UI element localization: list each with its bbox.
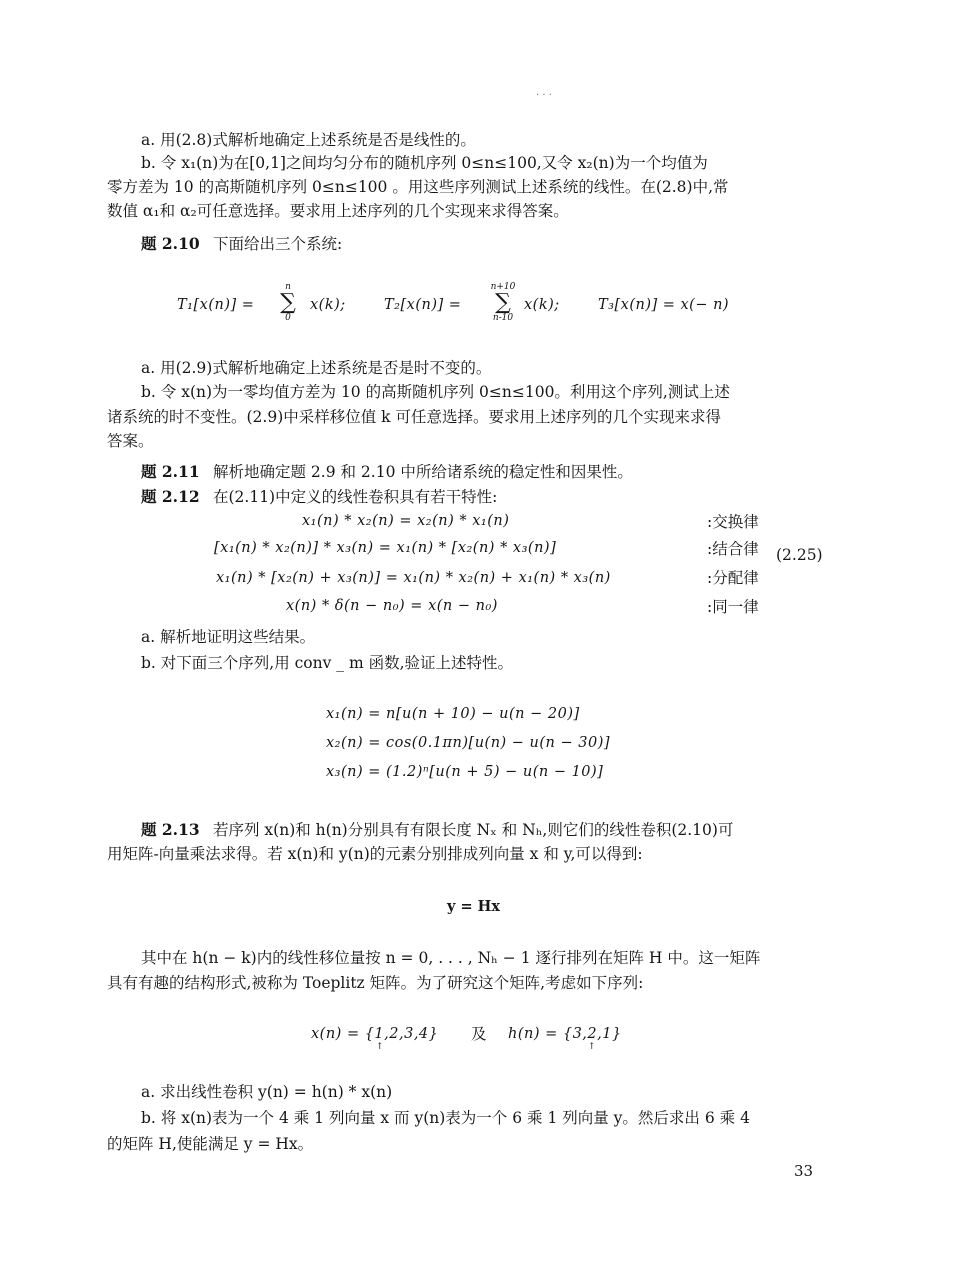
equation-number: (2.25) <box>776 546 823 564</box>
text-line-9: 答案。 <box>107 432 154 450</box>
origin-arrow-icon: ↑ <box>588 1042 596 1052</box>
text-line-6: a. 用(2.9)式解析地确定上述系统是否是时不变的。 <box>141 359 492 377</box>
sequence-x2: x₂(n) = cos(0.1πn)[u(n) − u(n − 30)] <box>326 735 611 751</box>
property-distributive: x₁(n) * [x₂(n) + x₃(n)] = x₁(n) * x₂(n) + x₁(n) * x₃(n) <box>216 570 611 586</box>
sequence-x1: x₁(n) = n[u(n + 10) − u(n − 20)] <box>326 706 580 722</box>
problem-2-10-text: 下面给出三个系统: <box>213 235 343 253</box>
system-t2-rhs: x(k); <box>524 297 560 313</box>
problem-2-11-number: 题 2.11 <box>141 462 200 481</box>
sigma-icon: ∑ <box>280 290 296 315</box>
system-t2-lhs: T₂[x(n)] = <box>384 297 462 313</box>
property-commutative-name: :交换律 <box>707 513 759 531</box>
property-distributive-name: :分配律 <box>707 569 759 587</box>
property-identity: x(n) * δ(n − n₀) = x(n − n₀) <box>286 598 498 614</box>
property-commutative: x₁(n) * x₂(n) = x₂(n) * x₁(n) <box>302 513 510 529</box>
system-t1-lhs: T₁[x(n)] = <box>177 297 255 313</box>
system-t1-rhs: x(k); <box>310 297 346 313</box>
text-line-4: 数值 α₁和 α₂可任意选择。要求用上述序列的几个实现来求得答案。 <box>107 202 569 220</box>
problem-2-12-text: 在(2.11)中定义的线性卷积具有若干特性: <box>213 488 498 506</box>
t1-sum-upper: n <box>285 282 291 292</box>
property-associative: [x₁(n) * x₂(n)] * x₃(n) = x₁(n) * [x₂(n) * x₃(n)] <box>214 540 557 556</box>
text-line-7: b. 令 x(n)为一零均值方差为 10 的高斯随机序列 0≤n≤100。利用这个序列,测试上述 <box>141 383 730 401</box>
text-line-16: 其中在 h(n − k)内的线性移位量按 n = 0, . . . , Nₕ − 1 逐行排列在矩阵 H 中。这一矩阵 <box>141 949 761 967</box>
sigma-icon: ∑ <box>495 290 511 315</box>
text-line-3: 零方差为 10 的高斯随机序列 0≤n≤100 。用这些序列测试上述系统的线性。在(2.8)中,常 <box>107 178 729 196</box>
text-line-8: 诸系统的时不变性。(2.9)中采样移位值 k 可任意选择。要求用上述序列的几个实现来求得 <box>107 408 721 426</box>
problem-2-13-text: 若序列 x(n)和 h(n)分别具有有限长度 Nₓ 和 Nₕ,则它们的线性卷积(2.10)可 <box>213 821 734 839</box>
sequence-x3: x₃(n) = (1.2)ⁿ[u(n + 5) − u(n − 10)] <box>326 764 604 780</box>
property-associative-name: :结合律 <box>707 540 759 558</box>
sequence-h: h(n) = {3,2,1} <box>508 1026 622 1042</box>
property-identity-name: :同一律 <box>707 598 759 616</box>
page-marker: · · · <box>536 90 552 101</box>
text-line-17: 具有有趣的结构形式,被称为 Toeplitz 矩阵。为了研究这个矩阵,考虑如下序列: <box>107 974 644 992</box>
conjunction-and: 及 <box>471 1025 487 1043</box>
t2-sum-upper: n+10 <box>490 282 516 292</box>
problem-2-13-number: 题 2.13 <box>141 820 200 839</box>
problem-2-12-number: 题 2.12 <box>141 487 200 506</box>
text-line-18: a. 求出线性卷积 y(n) = h(n) * x(n) <box>141 1083 393 1101</box>
system-t3: T₃[x(n)] = x(− n) <box>598 297 730 313</box>
text-line-1: a. 用(2.8)式解析地确定上述系统是否是线性的。 <box>141 131 476 149</box>
matrix-equation: y = Hx <box>447 898 501 915</box>
text-line-15: 用矩阵-向量乘法求得。若 x(n)和 y(n)的元素分别排成列向量 x 和 y,可以得到: <box>107 845 643 863</box>
problem-2-10-number: 题 2.10 <box>141 234 200 253</box>
system-t2-sum <box>488 283 518 323</box>
text-line-2: b. 令 x₁(n)为在[0,1]之间均匀分布的随机序列 0≤n≤100,又令 x₂(n)为一个均值为 <box>141 154 708 172</box>
text-line-19: b. 将 x(n)表为一个 4 乘 1 列向量 x 而 y(n)表为一个 6 乘 1 列向量 y。然后求出 6 乘 4 <box>141 1109 750 1127</box>
system-t1-sum <box>277 283 299 323</box>
text-line-12: a. 解析地证明这些结果。 <box>141 628 316 646</box>
t2-sum-lower: n-10 <box>492 313 514 323</box>
text-line-13: b. 对下面三个序列,用 conv _ m 函数,验证上述特性。 <box>141 654 514 672</box>
t1-sum-lower: 0 <box>285 313 291 323</box>
text-line-20: 的矩阵 H,使能满足 y = Hx。 <box>107 1135 314 1153</box>
sequence-x: x(n) = {1,2,3,4} <box>311 1026 439 1042</box>
problem-2-11-text: 解析地确定题 2.9 和 2.10 中所给诸系统的稳定性和因果性。 <box>213 463 633 481</box>
page-number: 33 <box>794 1162 814 1180</box>
origin-arrow-icon: ↑ <box>376 1042 384 1052</box>
